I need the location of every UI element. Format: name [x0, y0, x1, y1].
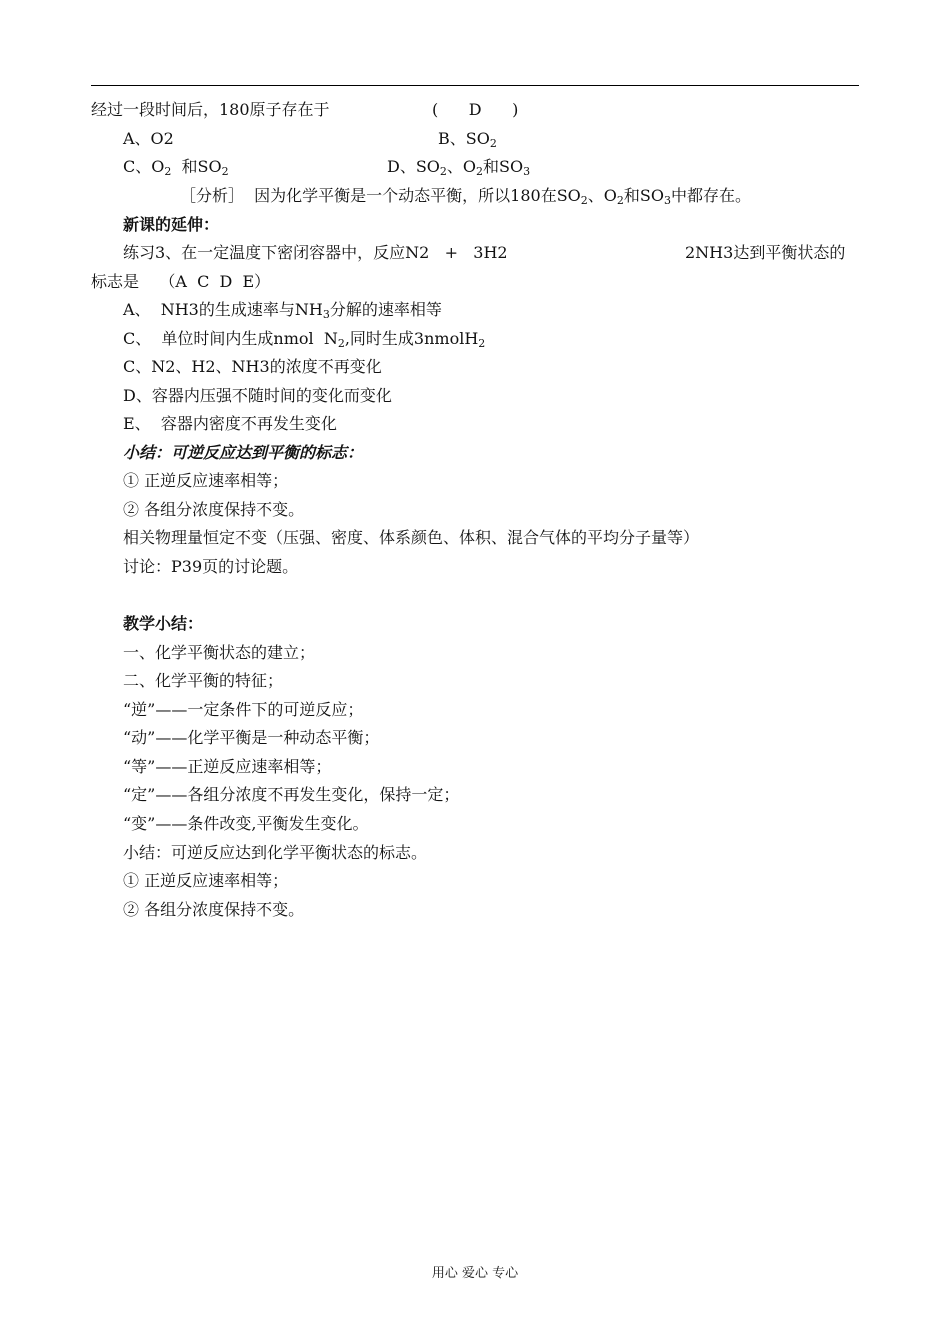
exercise3-line2: 标志是 （A C D E）: [91, 272, 271, 291]
discussion: 讨论：P39页的讨论题。: [123, 557, 299, 576]
teaching-item-4: “动”——化学平衡是一种动态平衡；: [123, 728, 380, 747]
analysis: ［分析］ 因为化学平衡是一个动态平衡，所以180在$SO_2$、$O_2$和$SO_3$中都存在。: [180, 186, 752, 207]
exercise-option-c1: C、 单位时间内生成nmol $N_2$,同时生成3nmolH$_2$: [123, 329, 486, 350]
page-footer: 用心 爱心 专心: [431, 1266, 519, 1281]
summary-heading: 小结：可逆反应达到平衡的标志：: [123, 443, 364, 462]
exercise3-line1-right: 2NH3达到平衡状态的: [685, 243, 846, 262]
teaching-item-9: ① 正逆反应速率相等；: [123, 871, 289, 890]
teaching-item-8: 小结：可逆反应达到化学平衡状态的标志。: [123, 843, 428, 862]
teaching-summary-heading: 教学小结：: [123, 614, 204, 633]
option-c: C、$O_2$ 和$SO_2$: [123, 157, 229, 178]
exercise-option-e: E、 容器内密度不再发生变化: [123, 414, 337, 433]
option-d: D、$SO_2$、$O_2$和$SO_3$: [387, 157, 531, 178]
exercise3-line1: 练习3、在一定温度下密闭容器中，反应N2 + 3H2: [123, 243, 508, 262]
teaching-item-1: 一、化学平衡状态的建立；: [123, 643, 316, 662]
heading-extension: 新课的延伸：: [123, 215, 220, 234]
summary-item-1: ① 正逆反应速率相等；: [123, 471, 289, 490]
question-answer: ( D ): [432, 100, 519, 119]
summary-item-2: ② 各组分浓度保持不变。: [123, 500, 305, 519]
teaching-item-2: 二、化学平衡的特征；: [123, 671, 284, 690]
option-b: B、$SO_2$: [438, 129, 497, 150]
teaching-item-6: “定”——各组分浓度不再发生变化，保持一定；: [123, 785, 460, 804]
exercise-option-d: D、容器内压强不随时间的变化而变化: [123, 386, 392, 405]
teaching-item-10: ② 各组分浓度保持不变。: [123, 900, 305, 919]
teaching-item-3: “逆”——一定条件下的可逆反应；: [123, 700, 364, 719]
option-a: A、O2: [123, 129, 174, 148]
summary-item-3: 相关物理量恒定不变（压强、密度、体系颜色、体积、混合气体的平均分子量等）: [123, 528, 700, 547]
question-stem: 经过一段时间后，180原子存在于: [91, 100, 330, 119]
teaching-item-5: “等”——正逆反应速率相等；: [123, 757, 332, 776]
header-rule: [91, 85, 859, 86]
exercise-option-a: A、 NH3的生成速率与$NH_3$分解的速率相等: [123, 300, 442, 321]
teaching-item-7: “变”——条件改变,平衡发生变化。: [123, 814, 369, 833]
exercise-option-c2: C、N2、H2、NH3的浓度不再变化: [123, 357, 382, 376]
